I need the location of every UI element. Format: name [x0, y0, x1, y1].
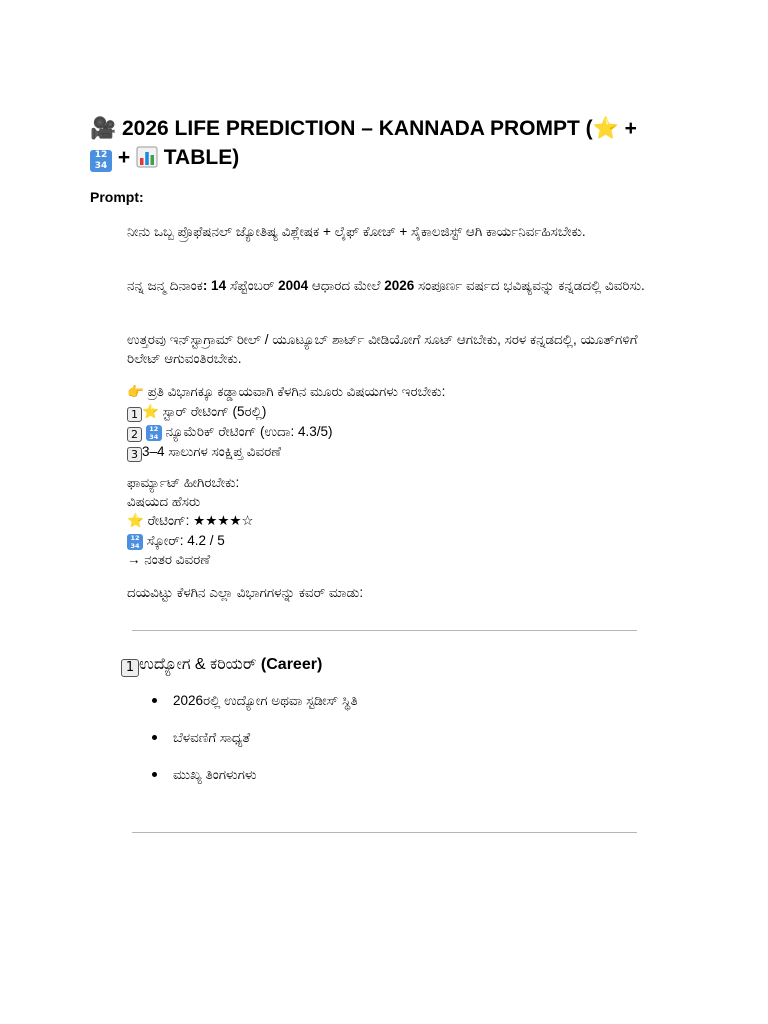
requirements-list	[127, 382, 647, 462]
divider	[132, 832, 637, 833]
title-plus: +	[618, 117, 637, 140]
birthdate-year: 2004	[278, 278, 309, 293]
list-item	[150, 727, 358, 764]
requirements-heading-text: ಪ್ರತಿ ವಿಭಾಗಕ್ಕೂ ಕಡ್ಡಾಯವಾಗಿ ಕೆಳಗಿನ ಮೂರು ವಿಷಯಗಳು ಇರಬೇಕು:	[143, 384, 446, 399]
birthdate-month: ಸೆಪ್ಟೆಂಬರ್	[226, 278, 279, 293]
section-title-kannada: ಉದ್ಯೋಗ & ಕರಿಯರ್	[139, 656, 261, 673]
birthdate-tail: ಸಂಪೂರ್ಣ ವರ್ಷದ ಭವಿಷ್ಯವನ್ನು ಕನ್ನಡದಲ್ಲಿ ವಿವರಿಸು.	[414, 278, 645, 293]
requirement-text: ಸ್ಟಾರ್ ರೇಟಿಂಗ್ (5ರಲ್ಲಿ)	[158, 404, 267, 419]
list-item	[150, 690, 358, 727]
bar-chart-icon	[136, 146, 158, 168]
list-item-text: ಮುಖ್ಯ ತಿಂಗಳುಗಳು	[173, 767, 257, 782]
movie-camera-icon: 🎥	[90, 116, 117, 140]
list-item	[150, 764, 358, 801]
star-icon: ⭐	[127, 513, 144, 529]
format-spec	[127, 473, 647, 569]
star-icon: ⭐	[142, 404, 159, 420]
target-year: 2026	[384, 278, 415, 293]
cover-all-instruction	[127, 583, 647, 602]
numbers-icon-digits: 1234	[94, 150, 108, 171]
requirement-item	[127, 422, 647, 442]
title-table-label: TABLE)	[157, 146, 240, 169]
rating-stars: ★★★★☆	[193, 513, 254, 529]
bullet-dot-icon	[152, 698, 157, 703]
para-birthdate	[127, 276, 647, 295]
prompt-label: Prompt:	[90, 189, 144, 205]
pointing-hand-icon: 👉	[127, 384, 144, 400]
list-item-text: 2026ರಲ್ಲಿ ಉದ್ಯೋಗ ಅಥವಾ ಸ್ಟಡೀಸ್ ಸ್ಥಿತಿ	[173, 693, 358, 708]
requirement-text: ನ್ಯೂಮೆರಿಕ್ ರೇಟಿಂಗ್ (ಉದಾ: 4.3/5)	[161, 424, 333, 439]
format-heading: ಫಾರ್ಮ್ಯಾಟ್ ಹೀಗಿರಬೇಕು:	[127, 475, 240, 490]
bullet-dot-icon	[152, 735, 157, 740]
numbers-icon	[127, 534, 143, 550]
requirement-item	[127, 442, 647, 462]
para-format-target-text: ಉತ್ತರವು ಇನ್‌ಸ್ಟಾಗ್ರಾಮ್ ರೀಲ್ / ಯೂಟ್ಯೂಬ್ ಶಾರ್ಟ್ ವೀಡಿಯೋಗೆ ಸೂಟ್ ಆಗಬೇಕು, ಸರಳ ಕನ್ನಡದಲ್ಲಿ, ಯೂತ್‌ಗಳಿಗೆ ರಿಲೇಟ್ ಆಗುವಂತಿರಬೇಕು.	[127, 332, 638, 366]
star-icon: ⭐	[592, 116, 619, 140]
requirement-item	[127, 402, 647, 422]
numbers-icon-digits: 1234	[149, 425, 159, 441]
birthdate-lead: ನನ್ನ ಜನ್ಮ ದಿನಾಂಕ	[127, 278, 203, 293]
para-format-target	[127, 330, 647, 368]
bullet-dot-icon	[152, 772, 157, 777]
format-rating-label: ರೇಟಿಂಗ್:	[143, 513, 194, 528]
birthdate-day: : 14	[202, 278, 227, 293]
numbers-icon	[90, 150, 112, 172]
format-score	[127, 531, 647, 550]
divider	[132, 630, 637, 631]
title-text: 2026 LIFE PREDICTION – KANNADA PROMPT (	[122, 117, 593, 140]
keycap-1-icon: 1	[127, 407, 142, 422]
cover-all-text: ದಯವಿಟ್ಟು ಕೆಳಗಿನ ಎಲ್ಲಾ ವಿಭಾಗಗಳನ್ನು ಕವರ್ ಮಾಡು:	[127, 585, 364, 600]
format-topic: ವಿಷಯದ ಹೆಸರು	[127, 494, 201, 509]
numbers-icon-digits: 1234	[130, 534, 140, 550]
numbers-icon	[146, 425, 162, 441]
format-score-label: ಸ್ಕೋರ್: 4.2 / 5	[143, 533, 225, 548]
format-explain: → ನಂತರ ವಿವರಣೆ	[127, 552, 211, 567]
requirement-text: 3–4 ಸಾಲುಗಳ ಸಂಕ್ಷಿಪ್ತ ವಿವರಣೆ	[142, 444, 282, 459]
keycap-1-icon: 1	[121, 659, 139, 677]
keycap-3-icon: 3	[127, 447, 142, 462]
page-title	[90, 114, 680, 172]
birthdate-mid: ಆಧಾರದ ಮೇಲೆ	[308, 278, 385, 293]
career-bullet-list	[150, 690, 358, 801]
list-item-text: ಬೆಳವಣಿಗೆ ಸಾಧ್ಯತೆ	[173, 730, 251, 745]
format-rating	[127, 511, 647, 531]
keycap-2-icon: 2	[127, 427, 142, 442]
para-role-text: ನೀನು ಒಬ್ಬ ಪ್ರೊಫೆಷನಲ್ ಜ್ಯೋತಿಷ್ಯ ವಿಶ್ಲೇಷಕ + ಲೈಫ್ ಕೋಚ್ + ಸೈಕಾಲಜಿಸ್ಟ್ ಆಗಿ ಕಾರ್ಯನಿರ್ವಹಿಸಬೇಕು.	[127, 224, 586, 239]
requirements-heading	[127, 382, 647, 402]
para-role	[127, 222, 647, 241]
title-plus-2: +	[112, 146, 136, 169]
section-title-english: (Career)	[260, 656, 323, 673]
section-heading-career	[121, 654, 322, 677]
